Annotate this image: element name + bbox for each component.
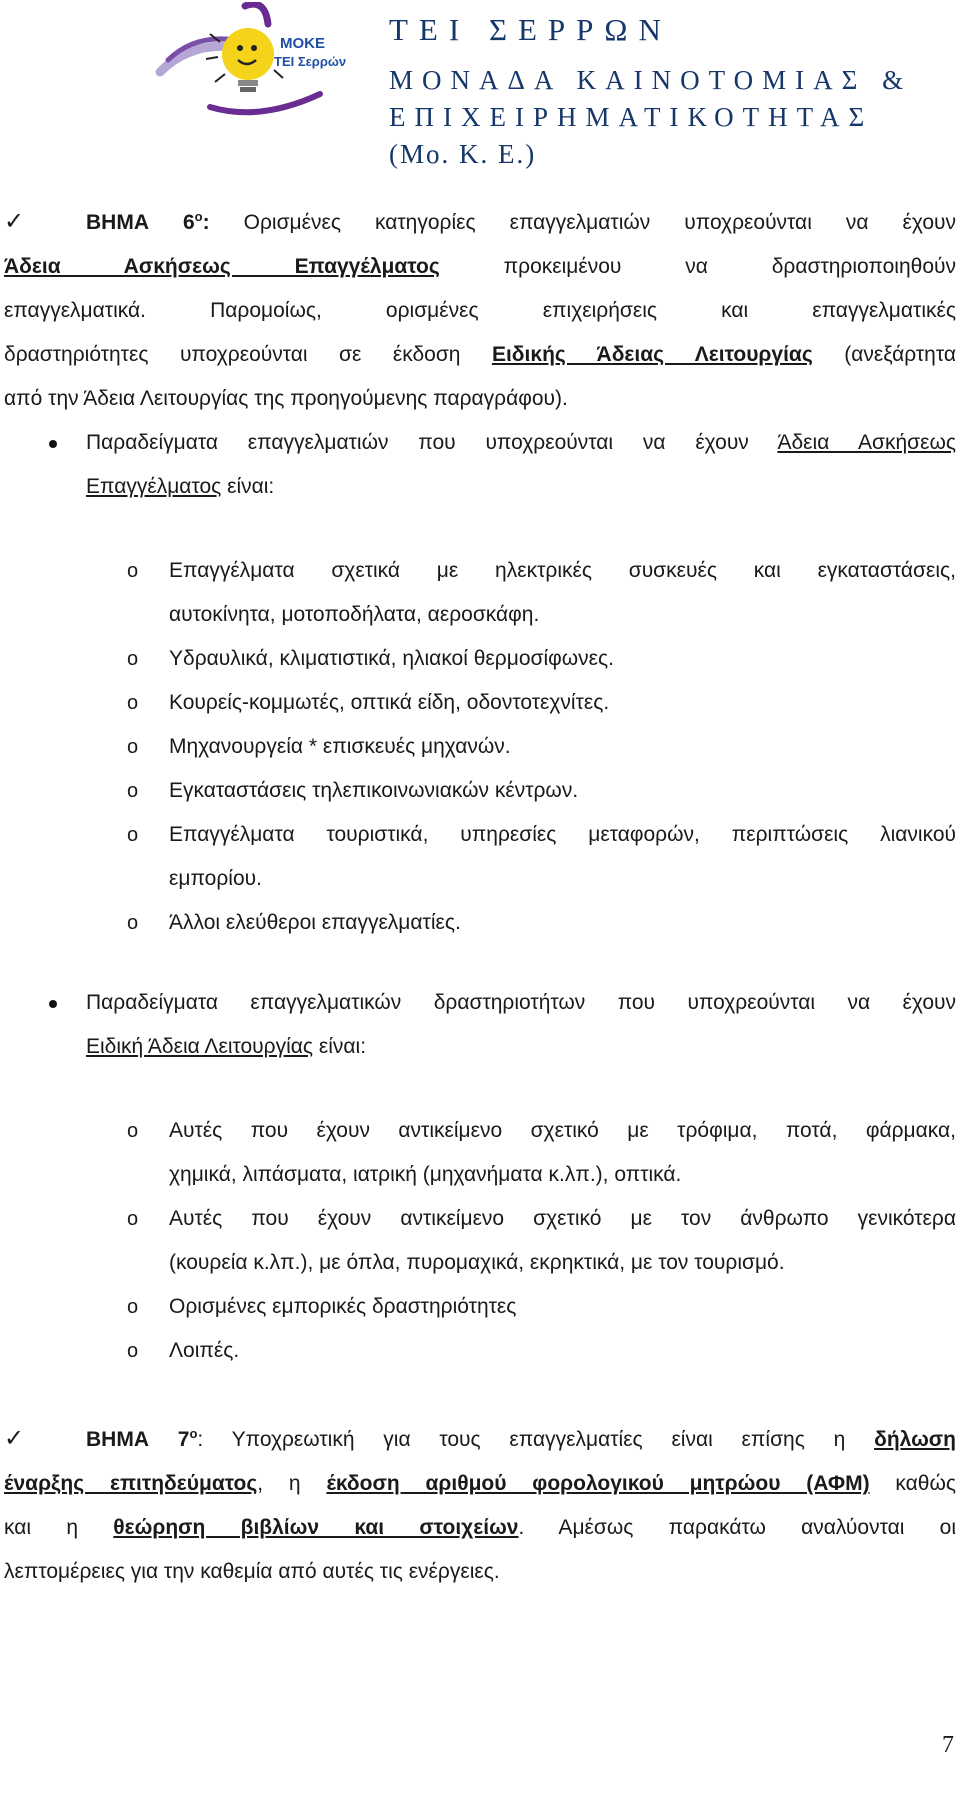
step-7-text-5: . Αμέσως παρακάτω αναλύονται οι (518, 1516, 957, 1539)
bullet-activities (4, 981, 956, 1025)
step-6-text-6: από την Άδεια Λειτουργίας της προηγούμενης παραγράφου). (4, 387, 568, 410)
list-item-continued (4, 593, 956, 637)
checkmark-icon: ✓ (4, 208, 25, 235)
step-6-text-2: προκειμένου να δραστηριοποιηθούν (439, 255, 956, 278)
logo-text-1: ΜΟΚΕ (280, 35, 325, 52)
list-item (4, 725, 956, 769)
step-7-text-3: καθώς (869, 1472, 956, 1495)
step-7 (4, 1417, 956, 1594)
bullet-icon (49, 1000, 57, 1008)
list-item-text: (κουρεία κ.λπ.), με όπλα, πυρομαχικά, εκρηκτικά, με τον τουρισμό. (169, 1251, 785, 1274)
page-number: 7 (942, 1732, 954, 1758)
list-item (4, 1329, 956, 1373)
books-link: θεώρηση βιβλίων και στοιχείων (113, 1516, 519, 1539)
step-7-text-2: , η (257, 1472, 327, 1495)
declaration-link: δήλωση (874, 1428, 956, 1451)
document-body (4, 200, 956, 1594)
organization-title (389, 14, 912, 168)
list-item-text: Μηχανουργεία * επισκευές μηχανών. (169, 735, 511, 758)
bullet-professionals (4, 421, 956, 465)
list-item-text: Αυτές που έχουν αντικείμενο σχετικό με τον άνθρωπο γενικότερα (169, 1207, 956, 1230)
bullet-2-post: είναι: (313, 1035, 367, 1058)
list-marker: o (127, 736, 139, 758)
list-item-text: Ορισμένες εμπορικές δραστηριότητες (169, 1295, 517, 1318)
step-6-title: ΒΗΜΑ $6^o$: (86, 209, 210, 234)
license-link: Άδεια Ασκήσεως Επαγγέλματος (4, 255, 440, 278)
list-item (4, 813, 956, 857)
org-line-2: ΜΟΝΑΔΑ ΚΑΙΝΟΤΟΜΙΑΣ & (389, 65, 913, 95)
list-marker: o (127, 1296, 139, 1318)
list-item-continued (4, 1153, 956, 1197)
special-license-link: Ειδικής Άδειας Λειτουργίας (491, 343, 813, 366)
list-item (4, 901, 956, 945)
bullet-2-link: Ειδική Άδεια Λειτουργίας (86, 1035, 314, 1058)
moke-logo-icon (150, 2, 360, 122)
declaration-link-2: έναρξης επιτηδεύματος (4, 1472, 258, 1495)
list-item (4, 769, 956, 813)
list-item-continued (4, 1241, 956, 1285)
list-item-text: χημικά, λιπάσματα, ιατρική (μηχανήματα κ.λπ.), οπτικά. (169, 1163, 682, 1186)
page-header (0, 0, 960, 175)
org-line-4: (Μο. Κ. Ε.) (389, 139, 537, 169)
afm-link: έκδοση αριθμού φορολογικού μητρώου (ΑΦΜ) (326, 1472, 870, 1495)
bullet-icon (49, 440, 57, 448)
bullet-1-link: Άδεια Ασκήσεως (777, 431, 956, 454)
list-item (4, 681, 956, 725)
list-item-text: Αυτές που έχουν αντικείμενο σχετικό με τρόφιμα, ποτά, φάρμακα, (169, 1119, 956, 1142)
step-6-text-5: (ανεξάρτητα (812, 343, 956, 366)
step-6-text-4: δραστηριότητες υποχρεούνται σε έκδοση (4, 343, 492, 366)
list-marker: o (127, 648, 139, 670)
list-item (4, 637, 956, 681)
bullet-2-text: Παραδείγματα επαγγελματικών δραστηριοτήτων που υποχρεούνται να έχουν (86, 991, 956, 1014)
list-item-text: Άλλοι ελεύθεροι επαγγελματίες. (169, 911, 461, 934)
list-marker: o (127, 1208, 139, 1230)
list-item-text: Επαγγέλματα σχετικά με ηλεκτρικές συσκευές και εγκαταστάσεις, (169, 559, 956, 582)
list-item (4, 1109, 956, 1153)
list-item-text: Υδραυλικά, κλιματιστικά, ηλιακοί θερμοσίφωνες. (169, 647, 614, 670)
bullet-1-text: Παραδείγματα επαγγελματιών που υποχρεούνται να έχουν (86, 431, 778, 454)
list-marker: o (127, 780, 139, 802)
step-7-text-1: : Υποχρεωτική για τους επαγγελματίες είναι επίσης η (197, 1428, 875, 1451)
step-7-title: ΒΗΜΑ $7^o$ (86, 1426, 198, 1451)
list-item (4, 549, 956, 593)
step-6-text-1: Ορισμένες κατηγορίες επαγγελματιών υποχρεούνται να έχουν (209, 211, 956, 234)
org-line-1: ΤΕΙ ΣΕΡΡΩΝ (389, 12, 672, 47)
list-item (4, 1285, 956, 1329)
list-marker: o (127, 1340, 139, 1362)
list-marker: o (127, 912, 139, 934)
step-6 (4, 200, 956, 421)
list-item (4, 1197, 956, 1241)
bullet-professionals-line2 (4, 465, 956, 509)
list-marker: o (127, 1120, 139, 1142)
step-7-text-4: και η (4, 1516, 114, 1539)
bullet-1-link-2: Επαγγέλματος (86, 475, 222, 498)
list-item-text: εμπορίου. (169, 867, 262, 890)
bullet-activities-line2 (4, 1025, 956, 1069)
checkmark-icon: ✓ (4, 1425, 25, 1452)
step-6-text-3: επαγγελματικά. Παρομοίως, ορισμένες επιχειρήσεις και επαγγελματικές (4, 299, 956, 322)
list-marker: o (127, 824, 139, 846)
list-marker: o (127, 692, 139, 714)
list-item-continued (4, 857, 956, 901)
step-7-text-6: λεπτομέρειες για την καθεμία από αυτές τις ενέργειες. (4, 1560, 500, 1583)
bullet-1-post: είναι: (221, 475, 275, 498)
list-item-text: Επαγγέλματα τουριστικά, υπηρεσίες μεταφορών, περιπτώσεις λιανικού (169, 823, 956, 846)
list-item-text: Εγκαταστάσεις τηλεπικοινωνιακών κέντρων. (169, 779, 579, 802)
logo-text-2: ΤΕΙ Σερρών (274, 54, 347, 69)
list-item-text: Κουρείς-κομμωτές, οπτικά είδη, οδοντοτεχνίτες. (169, 691, 610, 714)
org-line-3: ΕΠΙΧΕΙΡΗΜΑΤΙΚΟΤΗΤΑΣ (389, 102, 874, 132)
list-marker: o (127, 560, 139, 582)
list-item-text: αυτοκίνητα, μοτοποδήλατα, αεροσκάφη. (169, 603, 540, 626)
list-item-text: Λοιπές. (169, 1339, 240, 1362)
